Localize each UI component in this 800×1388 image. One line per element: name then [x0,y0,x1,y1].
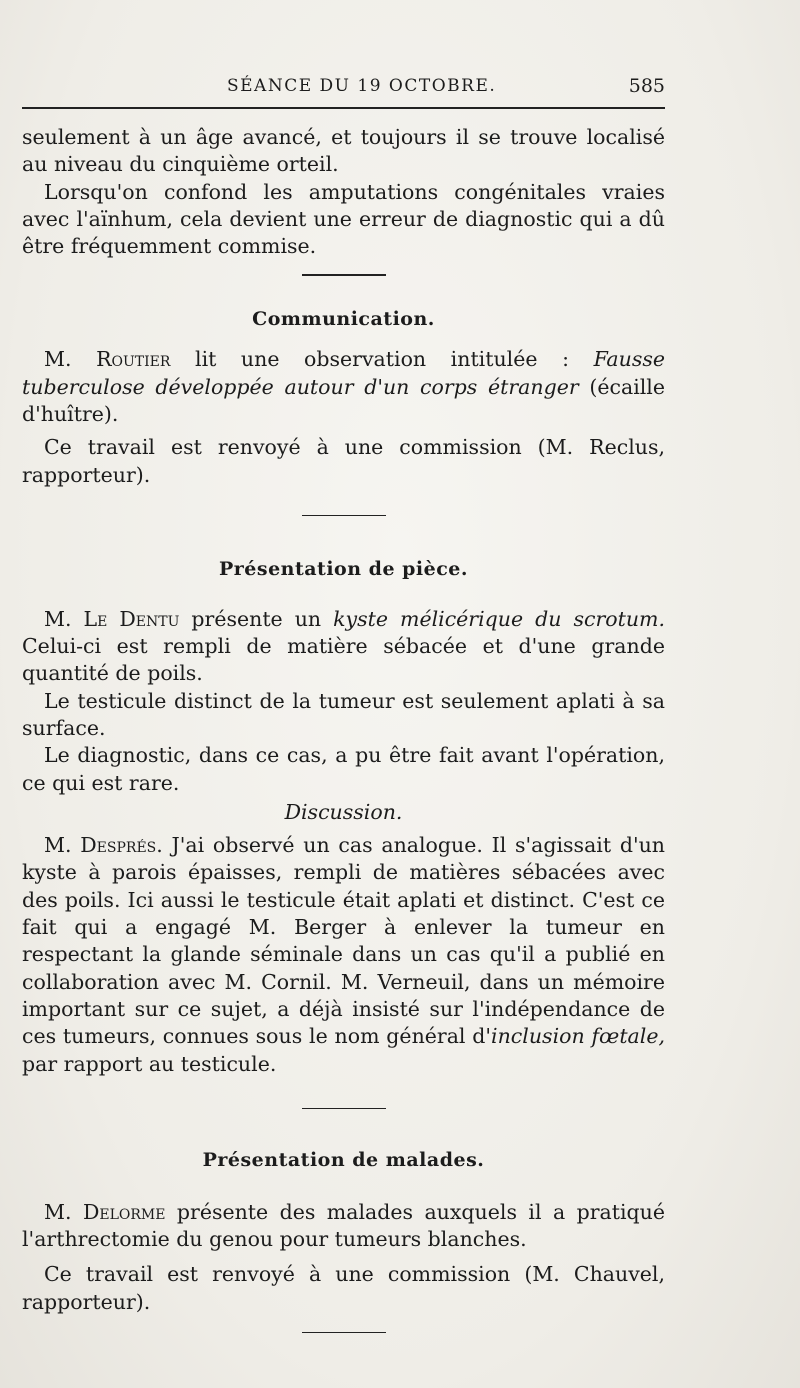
person-name: Després [80,833,157,858]
section-heading-communication: Communication. [252,308,435,331]
work-title: Fausse tuberculose développée autour d'un corps étranger [22,347,665,399]
paragraph: Le diagnostic, dans ce cas, a pu être fait avant l'opération, ce qui est rare. [22,743,665,795]
page-number: 585 [628,75,665,97]
paragraph: Le testicule distinct de la tumeur est seulement aplati à sa surface. [22,688,665,740]
work-title: kyste mélicérique du scrotum. [333,606,665,631]
section-divider [302,1332,386,1334]
paragraph: seulement à un âge avancé, et toujours il se trouve localisé au niveau du cinquième orteil. [22,125,665,177]
section-heading-piece: Présentation de pièce. [218,558,469,581]
paragraph: Ce travail est renvoyé à une commission (M. Reclus, rapporteur). [22,435,665,487]
person-name: Routier [96,347,171,372]
paragraph: Ce travail est renvoyé à une commission (M. Chauvel, rapporteur). [22,1262,665,1314]
running-header [22,72,665,102]
term: inclusion fœtale, [491,1024,665,1049]
person-name: Le Dentu [83,606,180,631]
paragraph: M. Le Dentu présente un kyste mélicérique du scrotum. Celui-ci est rempli de matière sébacée et d'une grande quantité de poils. [22,606,665,686]
person-name: Delorme [82,1199,166,1224]
section-divider [302,274,386,276]
section-heading-malades: Présentation de malades. [202,1149,485,1172]
header-rule [22,107,665,109]
paragraph: M. Després. J'ai observé un cas analogue. Il s'agissait d'un kyste à parois épaisses, rempli de matières sébacées avec des poils. Ici aussi le testicule était aplati et distinct. C'est ce fait qui a engagé M. Berger à enlever la tumeur en respectant la glande séminale dans un cas qu'il a publié en collaboration avec M. Cornil. M. Verneuil, dans un mémoire important sur ce sujet, a déjà insisté sur l'indépendance de ces tumeurs, connues sous le nom général d'inclusion fœtale, par rapport au testicule. [22,833,665,1076]
paragraph: M. Routier lit une observation intitulée : Fausse tuberculose développée autour d'un corps étranger (écaille d'huître). [22,347,665,426]
page-body [22,124,665,1333]
paragraph: Lorsqu'on confond les amputations congénitales vraies avec l'aïnhum, cela devient une erreur de diagnostic qui a dû être fréquemment commise. [22,179,665,259]
running-title: SÉANCE DU 19 OCTOBRE. [227,76,497,96]
section-divider [302,1108,386,1110]
section-heading-discussion: Discussion. [284,799,403,824]
paragraph: M. Delorme présente des malades auxquels il a pratiqué l'arthrectomie du genou pour tumeurs blanches. [22,1199,665,1251]
section-divider [302,515,386,517]
